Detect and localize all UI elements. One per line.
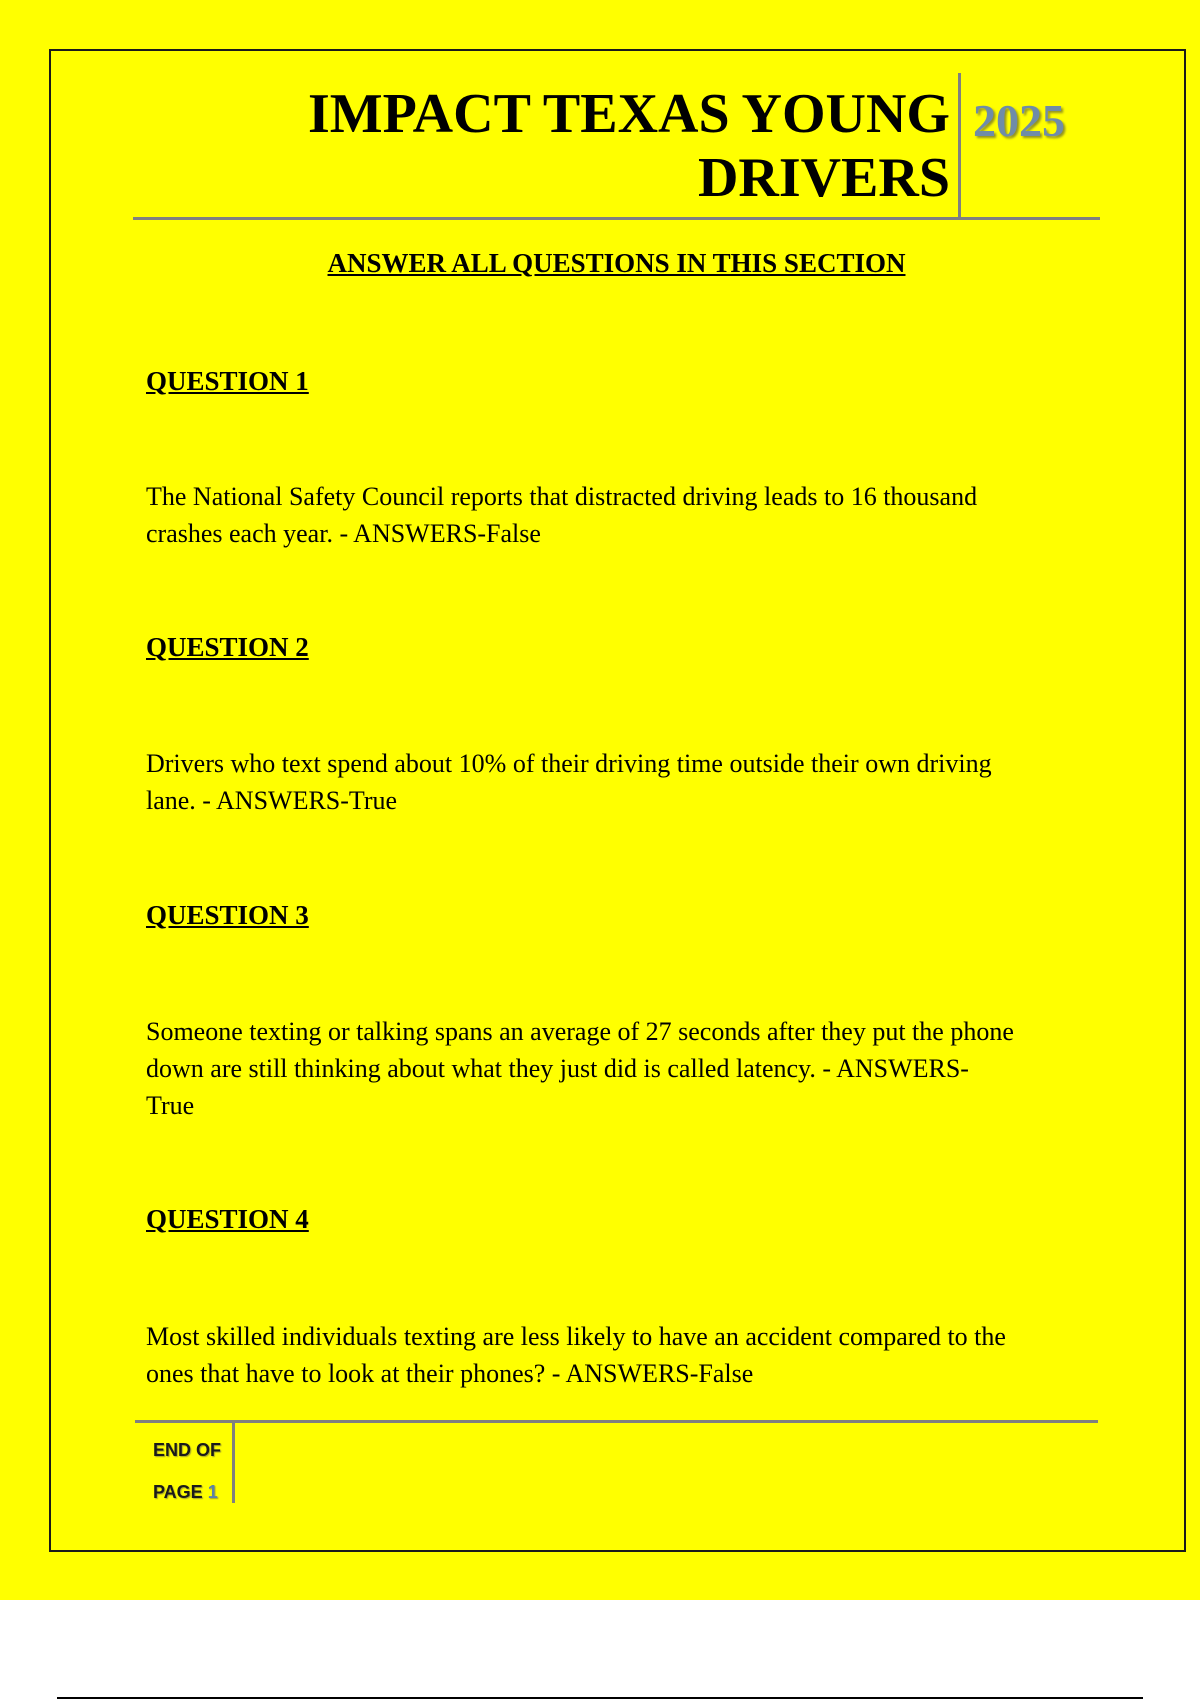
question-2-label: QUESTION 2: [146, 632, 309, 662]
question-2-text: [146, 745, 1096, 819]
section-heading: ANSWER ALL QUESTIONS IN THIS SECTION: [327, 248, 906, 278]
question-3-line-1: Someone texting or talking spans an average of 27 seconds after they put the phone: [146, 1017, 1014, 1046]
bottom-rule: [57, 1697, 1143, 1699]
question-1-label: QUESTION 1: [146, 366, 309, 396]
title-line-1: IMPACT TEXAS YOUNG: [307, 83, 950, 145]
question-3-line-3: True: [146, 1091, 195, 1120]
document-title: [250, 82, 950, 210]
question-1-line-1: The National Safety Council reports that distracted driving leads to 16 thousand: [146, 482, 978, 511]
question-2-line-2: lane. - ANSWERS-True: [146, 786, 398, 815]
question-2-line-1: Drivers who text spend about 10% of their driving time outside their own driving: [146, 749, 992, 778]
title-line-2: DRIVERS: [697, 147, 950, 209]
question-4-text: [146, 1318, 1096, 1392]
header-divider: [958, 73, 961, 220]
page-footer: [135, 1420, 1098, 1502]
footer-page-number: 1: [207, 1482, 218, 1502]
question-4-line-1: Most skilled individuals texting are less likely to have an accident compared to the: [146, 1322, 1006, 1351]
question-1-line-2: crashes each year. - ANSWERS-False: [146, 519, 541, 548]
question-1-text: [146, 478, 1096, 552]
question-4-label: QUESTION 4: [146, 1204, 309, 1234]
question-4-line-2: ones that have to look at their phones? - ANSWERS-False: [146, 1359, 754, 1388]
question-3-line-2: down are still thinking about what they just did is called latency. - ANSWERS-: [146, 1054, 969, 1083]
end-of-page-label: [153, 1429, 223, 1513]
footer-end-of: END OF: [153, 1440, 222, 1460]
document-header: [133, 70, 1100, 220]
question-3-label: QUESTION 3: [146, 900, 309, 930]
footer-page-word: PAGE: [153, 1482, 203, 1502]
footer-divider: [232, 1423, 235, 1503]
question-3-text: [146, 1013, 1096, 1124]
header-year: 2025: [973, 95, 1065, 146]
